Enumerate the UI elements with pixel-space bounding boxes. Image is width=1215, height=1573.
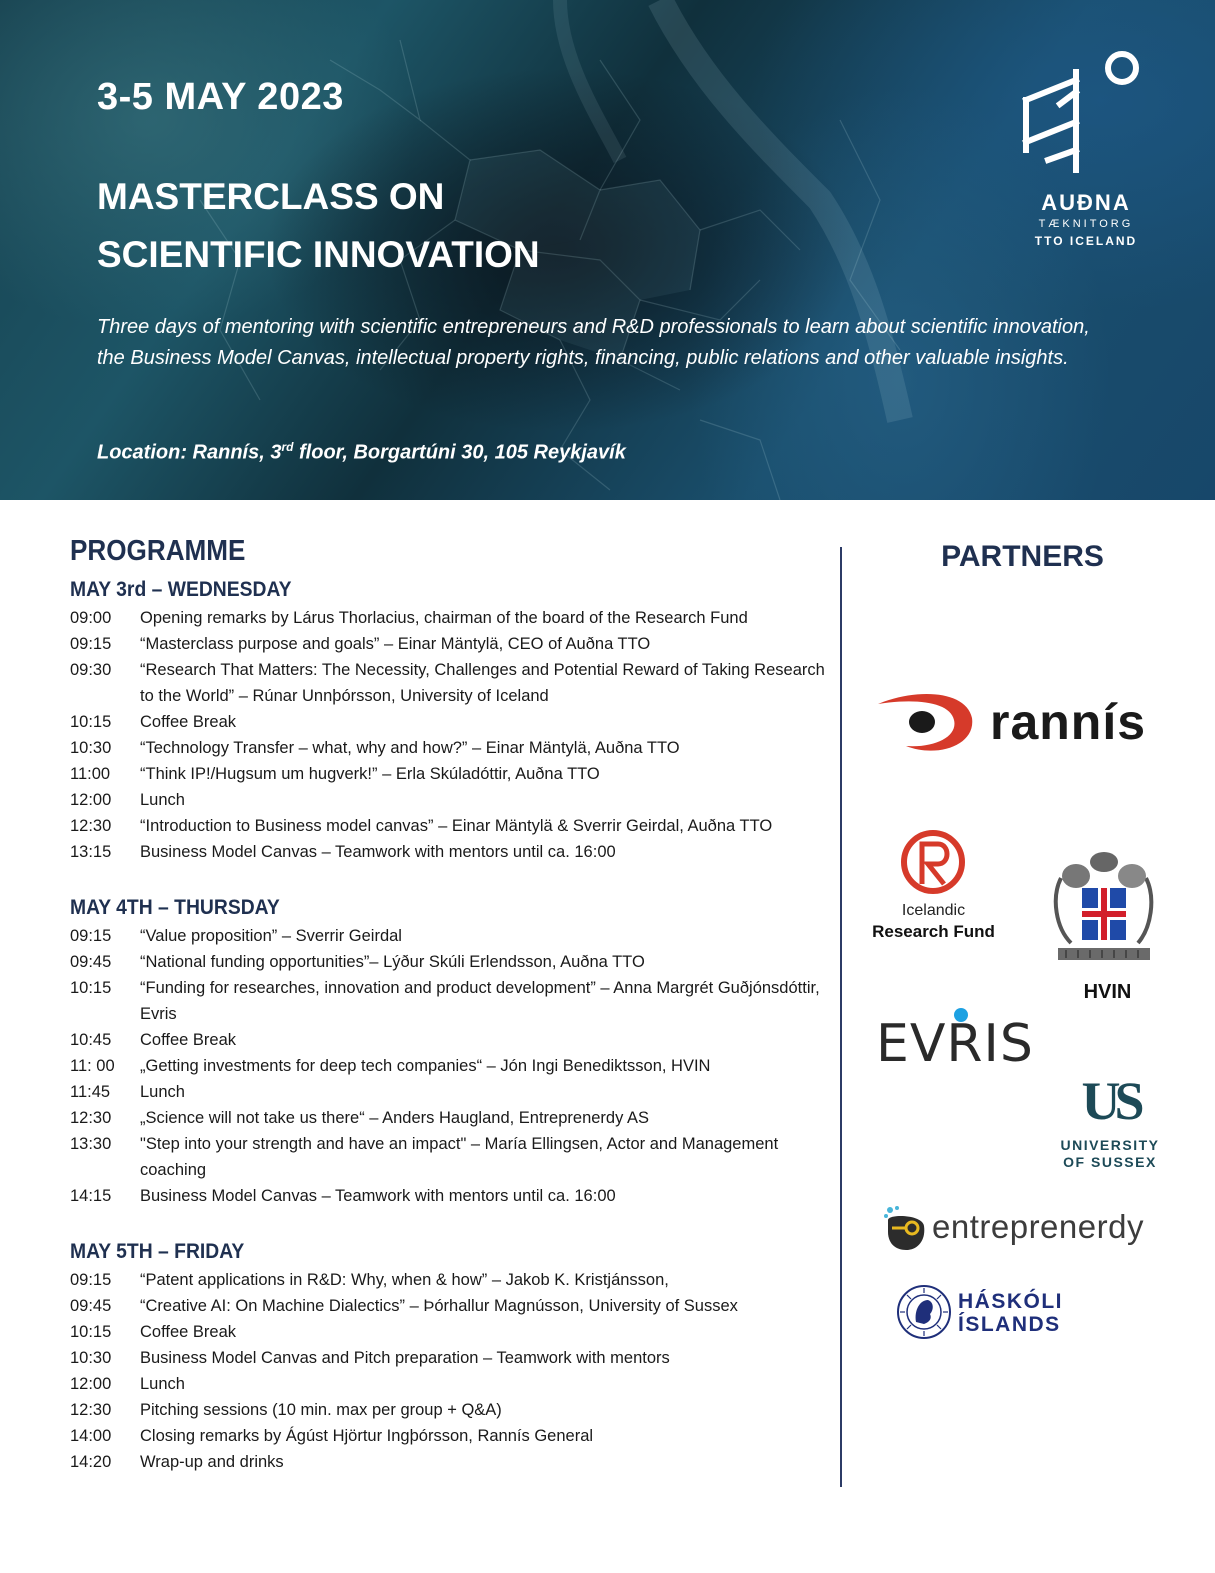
time: 13:30 [70, 1135, 112, 1153]
brand-name: AUÐNA [1041, 190, 1131, 215]
schedule-row [70, 735, 840, 761]
event-title-line2: SCIENTIFIC INNOVATION [97, 234, 540, 275]
schedule-row [70, 975, 840, 1027]
research-fund-line1: Icelandic [901, 902, 966, 919]
activity: “Introduction to Business model canvas” – Einar Mäntylä & Sverrir Geirdal, Auðna TTO [140, 817, 773, 835]
activity: Business Model Canvas – Teamwork with mentors until ca. 16:00 [140, 1187, 616, 1205]
activity: Closing remarks by Ágúst Hjörtur Ingþórsson, Rannís General [140, 1427, 594, 1445]
activity: Coffee Break [140, 1323, 237, 1341]
schedule-row [70, 1183, 840, 1209]
schedule-row [70, 605, 840, 631]
university-of-iceland-line1: HÁSKÓLI [958, 1290, 1063, 1313]
schedule-row [70, 1105, 840, 1131]
time: 10:30 [70, 1349, 112, 1367]
activity: “Think IP!/Hugsum um hugverk!” – Erla Skúladóttir, Auðna TTO [140, 765, 600, 783]
time: 10:15 [70, 713, 112, 731]
schedule-row [70, 923, 840, 949]
brand-tagline: TTO ICELAND [1034, 234, 1138, 248]
schedule-row [70, 1053, 840, 1079]
event-title [97, 168, 540, 284]
hvin-wordmark: HVIN [1083, 981, 1132, 1003]
schedule-row [70, 1131, 840, 1183]
partners-title: PARTNERS [941, 540, 1104, 573]
day-block [70, 1237, 840, 1475]
sussex-line1: UNIVERSITY [1060, 1137, 1160, 1153]
time: 09:15 [70, 635, 112, 653]
activity: “Creative AI: On Machine Dialectics” – Þórhallur Magnússon, University of Sussex [140, 1297, 738, 1315]
location-suffix: floor, Borgartúni 30, 105 Reykjavík [293, 441, 626, 464]
activity: Coffee Break [140, 713, 237, 731]
activity: „Science will not take us there“ – Anders Haugland, Entreprenerdy AS [140, 1109, 650, 1127]
hero-banner [0, 0, 1215, 500]
event-title-line1: MASTERCLASS ON [97, 176, 445, 217]
schedule-row [70, 787, 840, 813]
university-of-iceland-line2: ÍSLANDS [958, 1313, 1061, 1336]
programme-section [70, 535, 840, 1475]
activity: “Technology Transfer – what, why and how?” – Einar Mäntylä, Auðna TTO [140, 739, 680, 757]
coat-of-arms-icon [1046, 848, 1162, 968]
activity: Wrap-up and drinks [140, 1453, 284, 1471]
time: 11: 00 [70, 1057, 115, 1075]
schedule-row [70, 1027, 840, 1053]
entreprenerdy-wordmark: entreprenerdy [932, 1208, 1144, 1245]
activity: Lunch [140, 791, 185, 809]
time: 14:15 [70, 1187, 112, 1205]
time: 09:00 [70, 609, 112, 627]
activity: Business Model Canvas – Teamwork with mentors until ca. 16:00 [140, 843, 616, 861]
event-location [97, 440, 626, 465]
time: 12:30 [70, 1401, 112, 1419]
schedule-row [70, 761, 840, 787]
entreprenerdy-logo-icon [882, 1204, 930, 1254]
activity: “Masterclass purpose and goals” – Einar Mäntylä, CEO of Auðna TTO [140, 635, 651, 653]
day-heading: MAY 5TH – FRIDAY [70, 1240, 245, 1263]
day-block [70, 893, 840, 1209]
university-of-iceland-seal-icon [896, 1284, 952, 1340]
schedule-row [70, 1345, 840, 1371]
rannis-wordmark: rannís [990, 694, 1147, 750]
schedule-row [70, 839, 840, 865]
rannis-logo-icon [876, 686, 976, 756]
schedule-row [70, 1397, 840, 1423]
schedule-row [70, 1423, 840, 1449]
time: 09:15 [70, 1271, 112, 1289]
time: 14:20 [70, 1453, 112, 1471]
activity: “Research That Matters: The Necessity, Challenges and Potential Reward of Taking Research to the World” – Rúnar Unnþórsson, University of Iceland [140, 661, 825, 705]
activity: “Funding for researches, innovation and product development” – Anna Margrét Guðjónsdóttir, Evris [140, 979, 820, 1023]
activity: “Patent applications in R&D: Why, when & how” – Jakob K. Kristjánsson, [140, 1271, 669, 1289]
schedule-row [70, 1267, 840, 1293]
brand-subtitle: TÆKNITORG [1038, 218, 1134, 230]
time: 09:30 [70, 661, 112, 679]
activity: Business Model Canvas and Pitch preparation – Teamwork with mentors [140, 1349, 670, 1367]
schedule-row [70, 1079, 840, 1105]
time: 12:00 [70, 1375, 112, 1393]
event-date: 3-5 MAY 2023 [97, 76, 344, 118]
schedule-row [70, 1371, 840, 1397]
evris-wordmark: EVRIS [876, 1014, 1034, 1074]
time: 12:30 [70, 817, 112, 835]
activity: Coffee Break [140, 1031, 237, 1049]
research-fund-line2: Research Fund [872, 922, 995, 941]
sussex-mark: US [1081, 1071, 1139, 1131]
time: 11:45 [70, 1083, 111, 1101]
activity: Lunch [140, 1375, 185, 1393]
time: 11:00 [70, 765, 111, 783]
schedule-row [70, 1449, 840, 1475]
schedule-row [70, 631, 840, 657]
activity: Opening remarks by Lárus Thorlacius, chairman of the board of the Research Fund [140, 609, 748, 627]
schedule-row [70, 709, 840, 735]
day-heading: MAY 4TH – THURSDAY [70, 896, 280, 919]
programme-title: PROGRAMME [70, 535, 246, 567]
time: 09:45 [70, 1297, 112, 1315]
time: 13:15 [70, 843, 112, 861]
activity: "Step into your strength and have an impact" – María Ellingsen, Actor and Management coaching [140, 1135, 779, 1179]
schedule-row [70, 657, 840, 709]
schedule-row [70, 813, 840, 839]
location-prefix: Location: Rannís, 3 [97, 441, 282, 464]
activity: Pitching sessions (10 min. max per group + Q&A) [140, 1401, 502, 1419]
schedule-row [70, 1293, 840, 1319]
time: 12:00 [70, 791, 112, 809]
location-superscript: rd [281, 440, 294, 454]
day-heading: MAY 3rd – WEDNESDAY [70, 578, 292, 601]
schedule-row [70, 949, 840, 975]
time: 09:45 [70, 953, 112, 971]
time: 10:15 [70, 979, 112, 997]
time: 10:30 [70, 739, 112, 757]
time: 14:00 [70, 1427, 112, 1445]
time: 10:15 [70, 1323, 112, 1341]
schedule-row [70, 1319, 840, 1345]
activity: “Value proposition” – Sverrir Geirdal [140, 927, 402, 945]
column-divider [840, 547, 842, 1487]
time: 09:15 [70, 927, 112, 945]
activity: „Getting investments for deep tech companies“ – Jón Ingi Benediktsson, HVIN [140, 1057, 711, 1075]
research-fund-logo-icon [898, 828, 968, 898]
activity: “National funding opportunities”– Lýður Skúli Erlendsson, Auðna TTO [140, 953, 645, 971]
time: 12:30 [70, 1109, 112, 1127]
sussex-line2: OF SUSSEX [1063, 1154, 1157, 1170]
activity: Lunch [140, 1083, 185, 1101]
event-description: Three days of mentoring with scientific entrepreneurs and R&D professionals to learn about scientific innovation, the Business Model Canvas, intellectual property rights, financing, public relations and other valuable insights. [97, 316, 1090, 369]
day-block [70, 575, 840, 865]
time: 10:45 [70, 1031, 112, 1049]
